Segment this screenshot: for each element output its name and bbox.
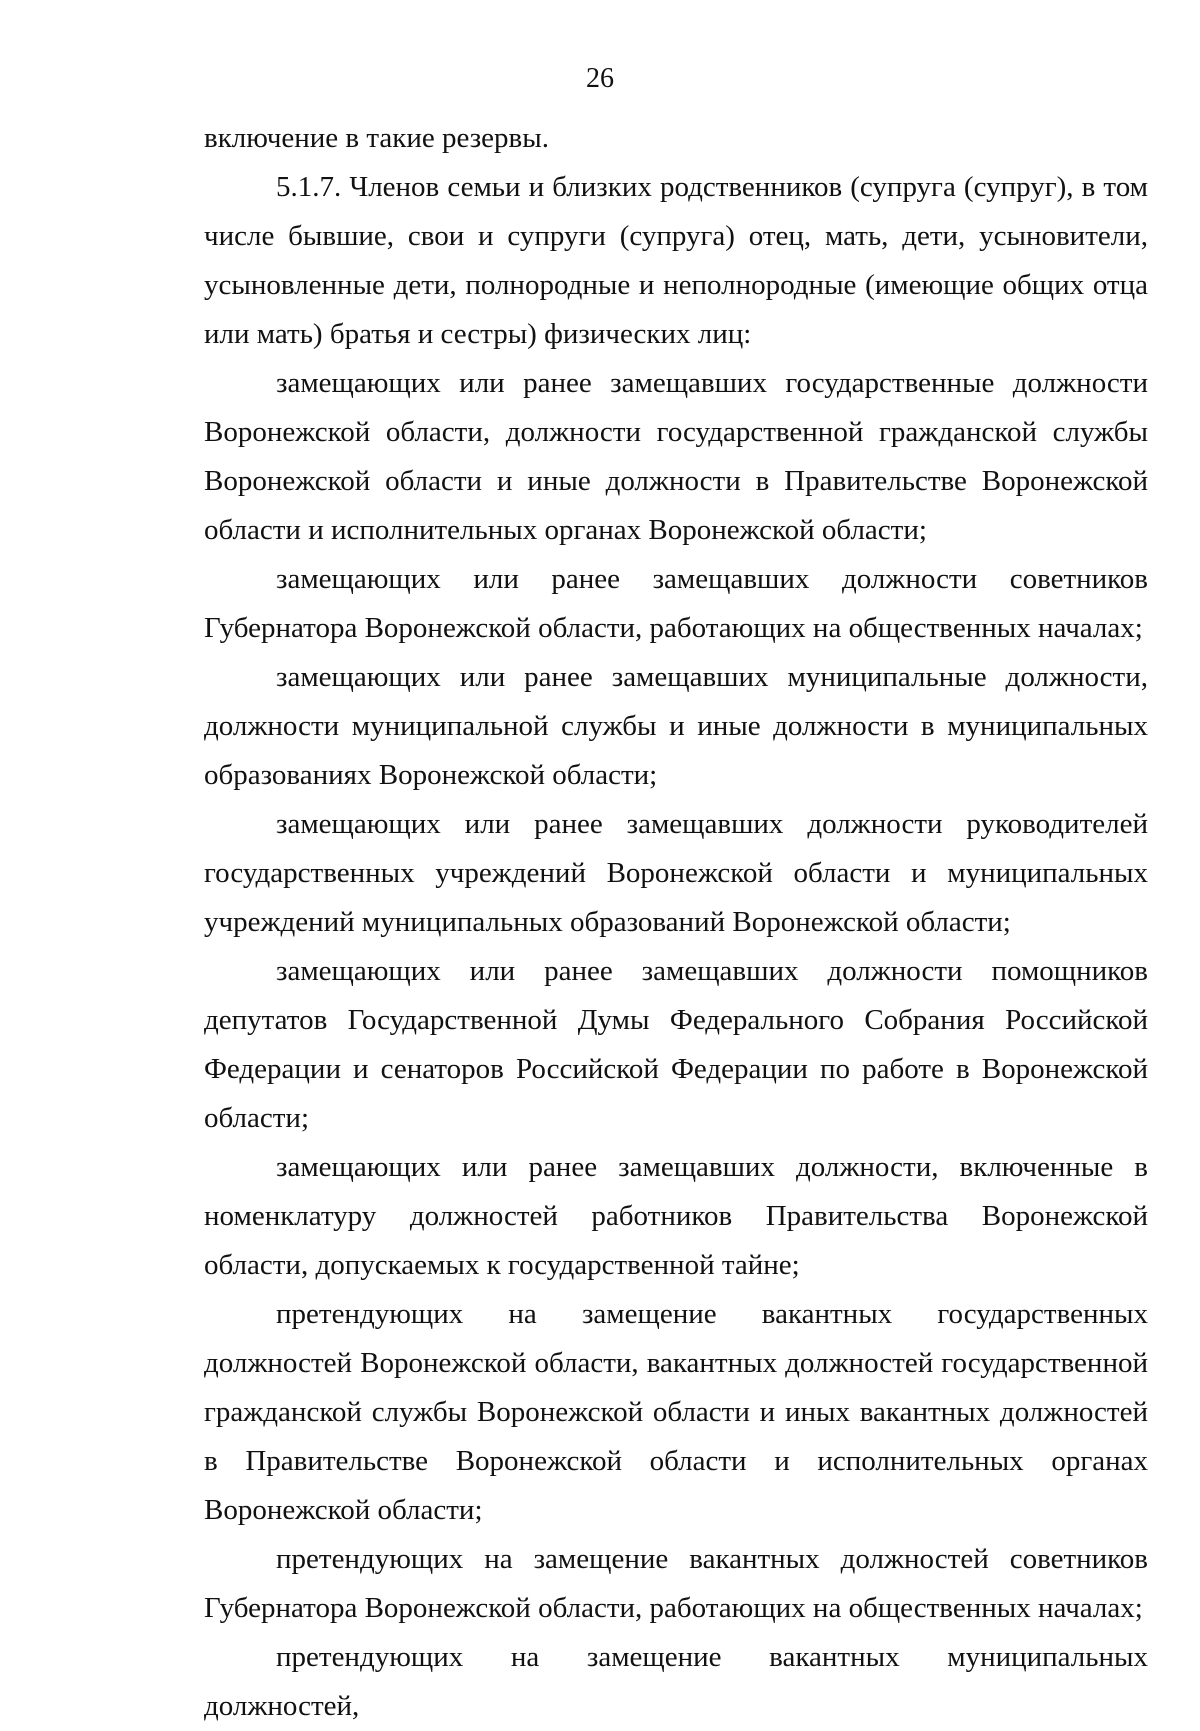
document-body: [204, 114, 1148, 1731]
paragraph-list-item: замещающих или ранее замещавших муниципальные должности, должности муниципальной службы и иные должности в муниципальных образованиях Воронежской области;: [204, 661, 1148, 791]
paragraph-list-item: замещающих или ранее замещавших должности, включенные в номенклатуру должностей работников Правительства Воронежской области, допускаемых к государственной тайне;: [204, 1151, 1148, 1281]
paragraph-list-item: замещающих или ранее замещавших государственные должности Воронежской области, должности государственной гражданской службы Воронежской области и иные должности в Правительстве Воронежской области и исполнительных органах Воронежской области;: [204, 367, 1148, 546]
paragraph-clause-5-1-7: 5.1.7. Членов семьи и близких родственников (супруга (супруг), в том числе бывшие, свои и супруги (супруга) отец, мать, дети, усыновители, усыновленные дети, полнородные и неполнородные (имеющие общих отца или мать) братья и сестры) физических лиц:: [204, 171, 1148, 350]
paragraph-list-item: замещающих или ранее замещавших должности руководителей государственных учреждений Воронежской области и муниципальных учреждений муниципальных образований Воронежской области;: [204, 808, 1148, 938]
paragraph-list-item: претендующих на замещение вакантных муниципальных должностей,: [204, 1641, 1148, 1722]
paragraph-list-item: претендующих на замещение вакантных государственных должностей Воронежской области, вакантных должностей государственной гражданской службы Воронежской области и иных вакантных должностей в Правительстве Воронежской области и исполнительных органах Воронежской области;: [204, 1298, 1148, 1526]
paragraph-continuation: включение в такие резервы.: [204, 122, 549, 154]
paragraph-list-item: претендующих на замещение вакантных должностей советников Губернатора Воронежской области, работающих на общественных началах;: [204, 1543, 1148, 1624]
page-number: 26: [586, 63, 614, 94]
paragraph-list-item: замещающих или ранее замещавших должности помощников депутатов Государственной Думы Федерального Собрания Российской Федерации и сенаторов Российской Федерации по работе в Воронежской области;: [204, 955, 1148, 1134]
paragraph-list-item: замещающих или ранее замещавших должности советников Губернатора Воронежской области, работающих на общественных началах;: [204, 563, 1148, 644]
